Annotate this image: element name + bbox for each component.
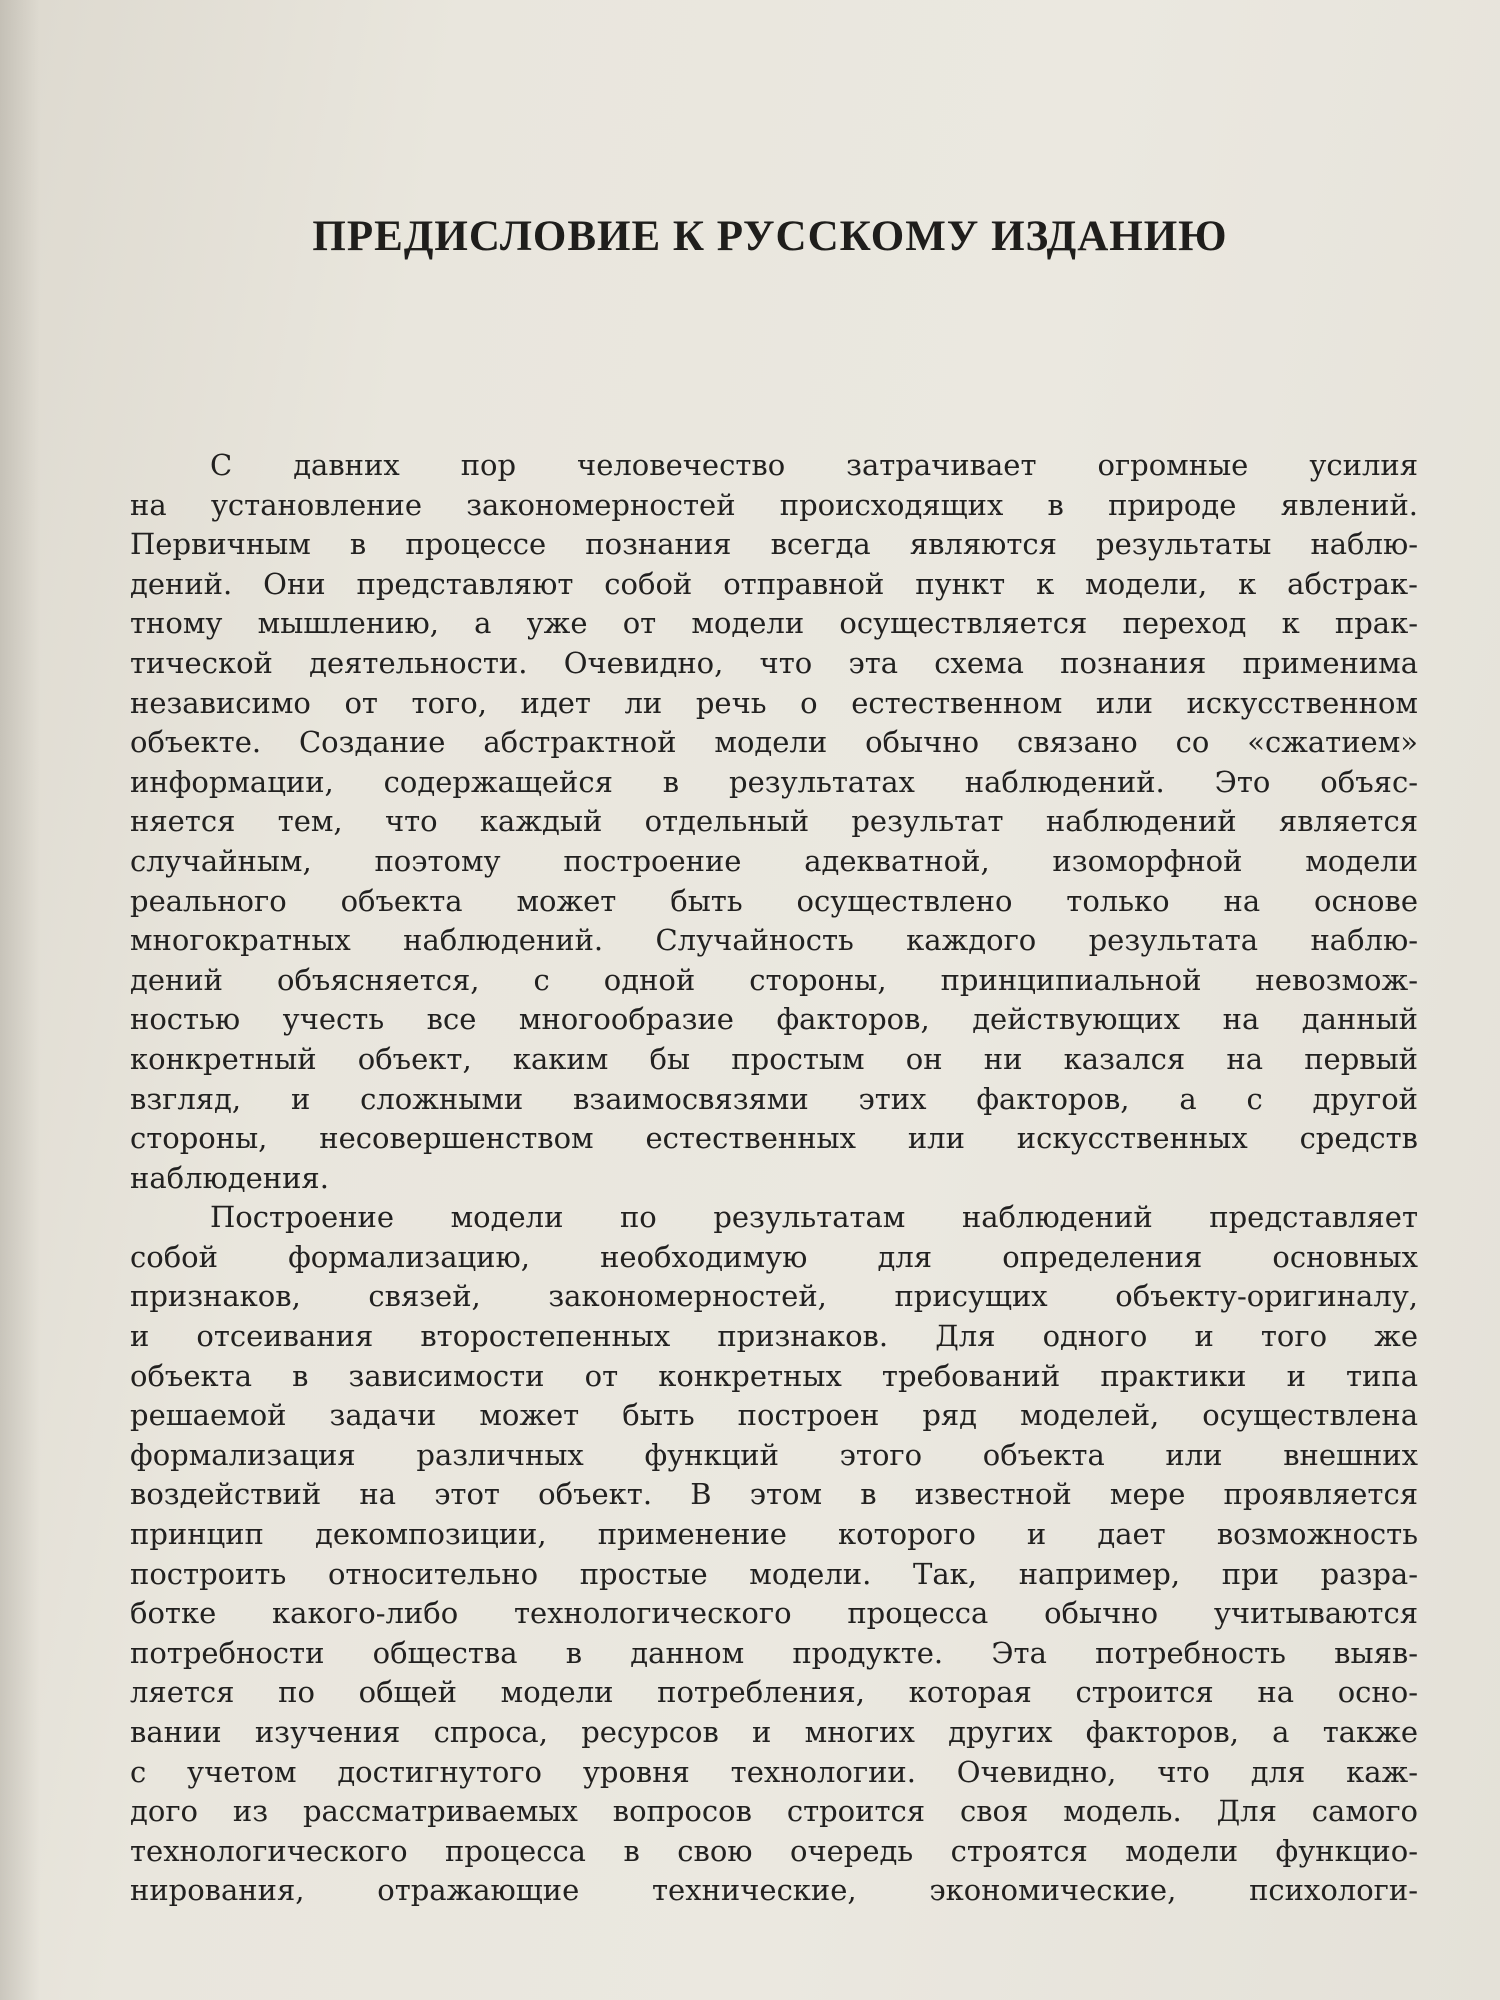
page-binding-shadow [0,0,40,2000]
text-line: потребности общества в данном продукте. Эта потребность выяв- [130,1635,1418,1670]
text-line: решаемой задачи может быть построен ряд моделей, осуществлена [130,1398,1418,1433]
text-line: и отсеивания второстепенных признаков. Для одного и того же [130,1319,1418,1354]
text-line: С давних пор человечество затрачивает огромные усилия [210,448,1418,482]
text-line: конкретный объект, каким бы простым он ни казался на первый [130,1041,1418,1076]
body-text [130,446,1418,1911]
text-line: случайным, поэтому построение адекватной, изоморфной модели [130,843,1418,878]
text-line: дений объясняется, с одной стороны, принципиальной невозмож- [130,962,1418,997]
text-line: Построение модели по результатам наблюдений представляет [210,1200,1418,1235]
text-line: технологического процесса в свою очередь строятся модели функцио- [130,1833,1418,1868]
text-line: многократных наблюдений. Случайность каждого результата наблю- [130,923,1418,958]
text-line: построить относительно простые модели. Так, например, при разра- [130,1556,1418,1591]
text-line: объекта в зависимости от конкретных требований практики и типа [130,1358,1418,1393]
text-line: принцип декомпозиции, применение которого и дает возможность [130,1517,1418,1552]
text-line: признаков, связей, закономерностей, присущих объекту-оригиналу, [130,1279,1418,1314]
text-line: нирования, отражающие технические, экономические, психологи- [130,1873,1418,1908]
text-line: собой формализацию, необходимую для определения основных [130,1239,1418,1274]
text-line: наблюдения. [130,1160,329,1195]
text-line: информации, содержащейся в результатах наблюдений. Это объяс- [130,764,1418,799]
text-line: формализация различных функций этого объекта или внешних [130,1437,1418,1472]
text-line: вании изучения спроса, ресурсов и многих других факторов, а также [130,1715,1418,1749]
text-line: няется тем, что каждый отдельный результат наблюдений является [130,804,1418,839]
text-line: на установление закономерностей происходящих в природе явлений. [130,487,1418,522]
text-line: ботке какого-либо технологического процесса обычно учитываются [130,1596,1418,1631]
text-line: взгляд, и сложными взаимосвязями этих факторов, а с другой [130,1081,1418,1116]
text-line: тному мышлению, а уже от модели осуществляется переход к прак- [130,606,1418,641]
text-line: ляется по общей модели потребления, которая строится на осно- [130,1675,1418,1710]
text-line: тической деятельности. Очевидно, что эта схема познания применима [130,645,1418,680]
text-line: дений. Они представляют собой отправной пункт к модели, к абстрак- [130,566,1418,601]
text-line: независимо от того, идет ли речь о естественном или искусственном [130,685,1418,720]
text-line: реального объекта может быть осуществлено только на основе [130,883,1418,918]
text-line: с учетом достигнутого уровня технологии. Очевидно, что для каж- [130,1754,1418,1789]
text-line: объекте. Создание абстрактной модели обычно связано со «сжатием» [130,725,1418,760]
text-line: ностью учесть все многообразие факторов, действующих на данный [130,1002,1418,1037]
text-line: Первичным в процессе познания всегда являются результаты наблю- [130,527,1418,562]
text-line: дого из рассматриваемых вопросов строится своя модель. Для самого [130,1794,1418,1829]
chapter-heading: ПРЕДИСЛОВИЕ К РУССКОМУ ИЗДАНИЮ [312,213,1228,260]
text-line: стороны, несовершенством естественных или искусственных средств [130,1121,1418,1156]
text-line: воздействий на этот объект. В этом в известной мере проявляется [130,1477,1418,1512]
